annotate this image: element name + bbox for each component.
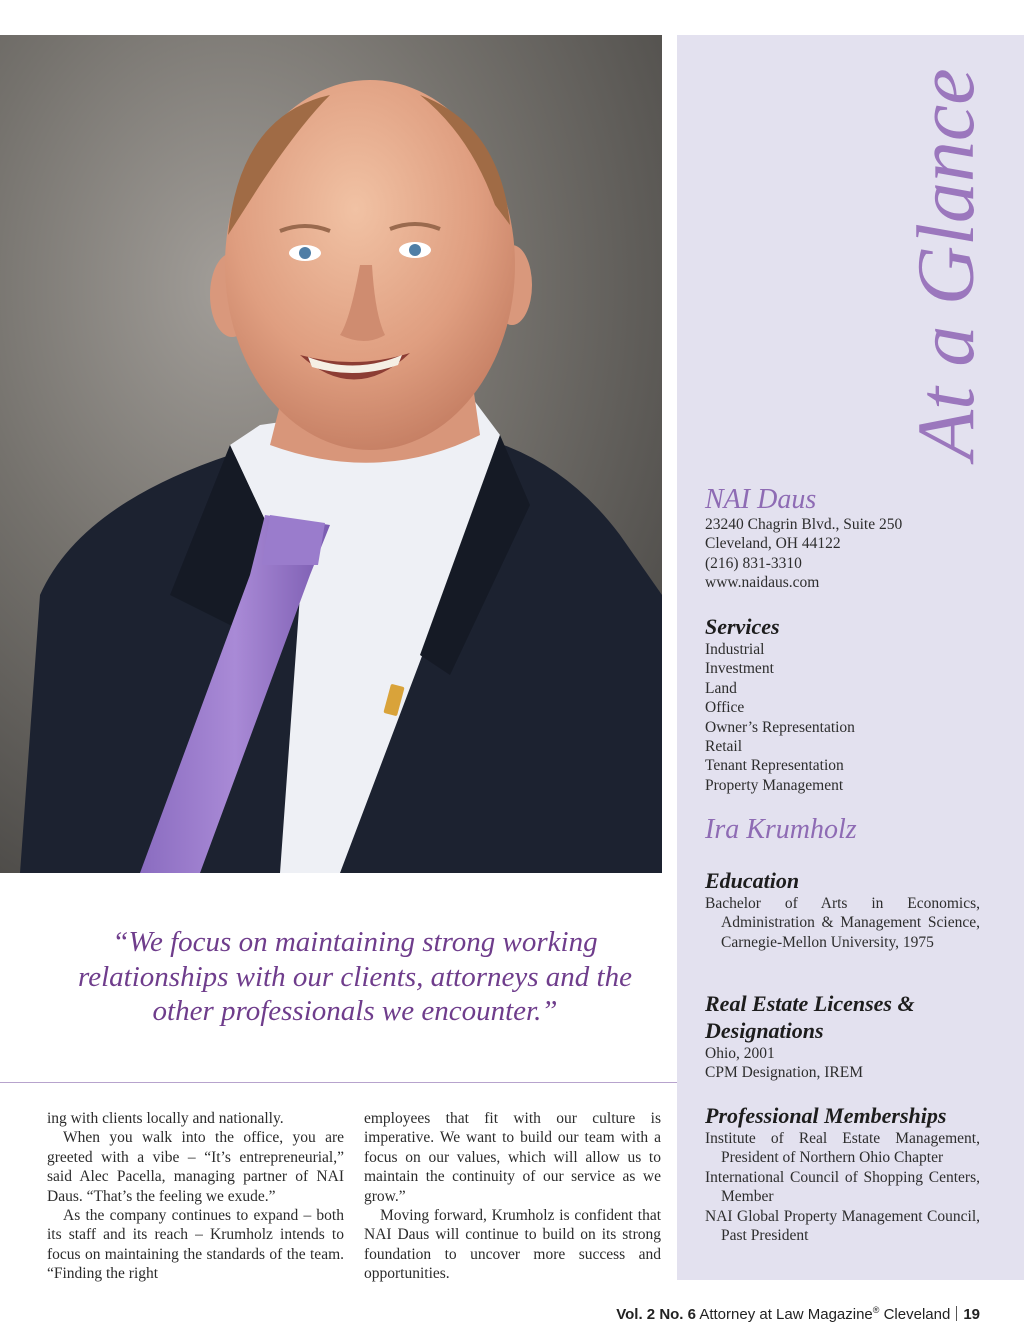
services-block <box>705 613 980 795</box>
company-address-line1: 23240 Chagrin Blvd., Suite 250 <box>705 516 903 533</box>
company-website: www.naidaus.com <box>705 574 820 592</box>
company-name: NAI Daus <box>705 484 817 515</box>
article-paragraph: Moving forward, Krumholz is confident that NAI Daus will continue to build on its strong foundation to uncover more success and opportunities. <box>364 1207 661 1283</box>
pull-quote-line: relationships with our clients, attorneys and the <box>78 960 632 993</box>
licenses-heading-line2: Designations <box>705 1018 824 1043</box>
portrait-photo <box>0 35 662 873</box>
licenses-block <box>705 990 980 1083</box>
licenses-item: CPM Designation, IREM <box>705 1064 864 1082</box>
services-item: Industrial <box>705 641 765 658</box>
services-item: Investment <box>705 660 774 678</box>
article-paragraph: When you walk into the office, you are greeted with a vibe – “It’s entrepreneurial,” said Alec Pacella, managing partner of NAI Daus. “That’s the feeling we exude.” <box>47 1129 344 1205</box>
page-number: 19 <box>963 1306 980 1323</box>
article-paragraph: employees that fit with our culture is imperative. We want to build our team with a focus on our values, which will allow us to maintain the continuity of our service as we grow.” <box>364 1110 661 1205</box>
education-heading: Education <box>705 868 800 893</box>
services-heading: Services <box>705 614 780 639</box>
portrait-illustration <box>0 35 662 873</box>
memberships-heading: Professional Memberships <box>705 1103 947 1128</box>
services-item: Owner’s Representation <box>705 718 855 736</box>
company-block <box>705 485 980 593</box>
pull-quote <box>60 925 650 1029</box>
divider-rule <box>0 1082 677 1083</box>
education-text: Bachelor of Arts in Economics, Administration & Management Science, Carnegie-Mellon University, 1975 <box>705 895 980 951</box>
services-item: Property Management <box>705 776 844 794</box>
footer-magazine: Attorney at Law Magazine <box>699 1306 873 1323</box>
services-item: Office <box>705 699 745 717</box>
company-address-line2: Cleveland, OH 44122 <box>705 535 841 553</box>
services-item: Retail <box>705 738 743 756</box>
person-block <box>705 815 980 845</box>
article-column-2 <box>364 1109 661 1284</box>
services-item: Land <box>705 679 737 697</box>
pull-quote-line: other professionals we encounter.” <box>152 995 558 1027</box>
article-column-1 <box>47 1109 344 1284</box>
memberships-item: NAI Global Property Management Council, Past President <box>705 1207 980 1245</box>
footer-city: Cleveland <box>883 1306 951 1323</box>
education-block <box>705 867 980 952</box>
licenses-heading-line1: Real Estate Licenses & <box>705 991 915 1016</box>
person-name: Ira Krumholz <box>705 814 857 845</box>
licenses-item: Ohio, 2001 <box>705 1045 775 1062</box>
footer-issue: Vol. 2 No. 6 <box>616 1306 696 1323</box>
services-item: Tenant Representation <box>705 757 844 775</box>
article-paragraph: ing with clients locally and nationally. <box>47 1110 284 1127</box>
article-paragraph: As the company continues to expand – both its staff and its reach – Krumholz intends to focus on maintaining the standards of the team. “Finding the right <box>47 1207 344 1283</box>
pull-quote-line: “We focus on maintaining strong working <box>112 926 598 958</box>
memberships-item: Institute of Real Estate Management, President of Northern Ohio Chapter <box>705 1130 980 1167</box>
memberships-block <box>705 1102 980 1245</box>
company-phone: (216) 831-3310 <box>705 554 802 572</box>
memberships-item: International Council of Shopping Centers, Member <box>705 1168 980 1206</box>
page-footer <box>616 1305 980 1323</box>
footer-registered-mark: ® <box>872 1305 880 1315</box>
sidebar-title: At a Glance <box>900 68 991 460</box>
footer-separator <box>956 1306 957 1321</box>
